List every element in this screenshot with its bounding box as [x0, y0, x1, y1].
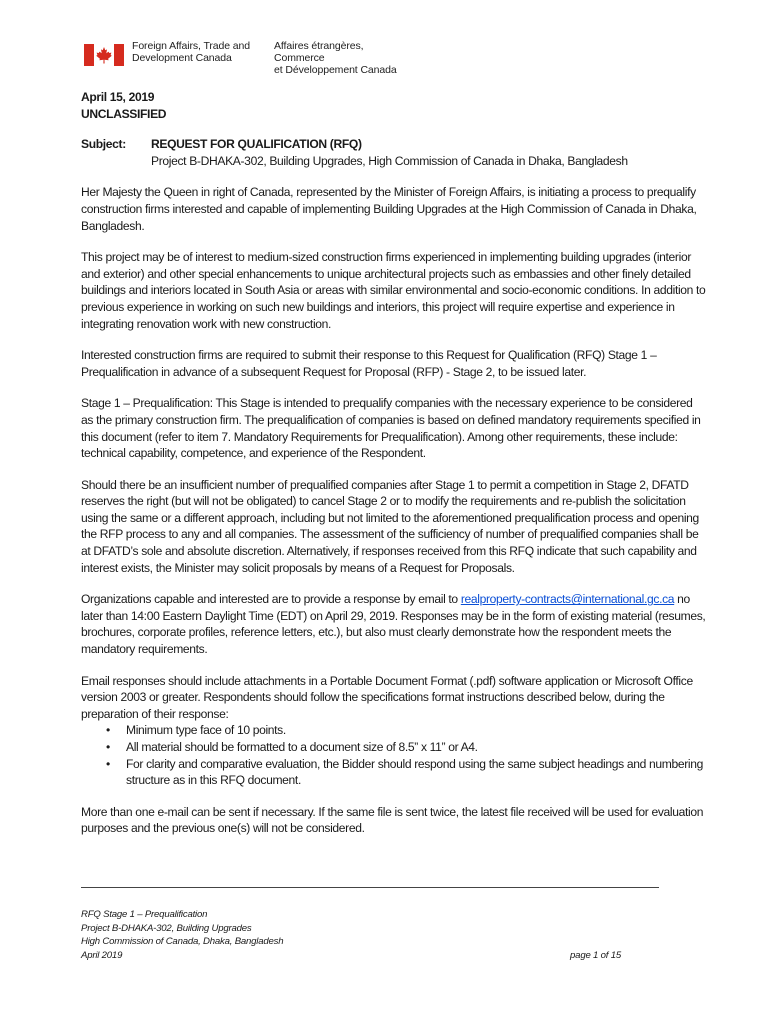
list-item	[81, 722, 706, 739]
format-requirements-list	[81, 722, 706, 788]
bullet-icon: •	[106, 740, 110, 754]
dept-fr-line2: et Développement Canada	[274, 64, 397, 76]
subject-project: Project B-DHAKA-302, Building Upgrades, High Commission of Canada in Dhaka, Bangladesh	[151, 153, 628, 168]
classification-label: UNCLASSIFIED	[81, 106, 167, 121]
list-item-text: All material should be formatted to a document size of 8.5” x 11” or A4.	[126, 740, 478, 754]
subject-title: REQUEST FOR QUALIFICATION (RFQ)	[151, 137, 362, 152]
page-number: page 1 of 15	[570, 949, 621, 961]
list-item	[81, 739, 706, 756]
bullet-icon: •	[106, 723, 110, 738]
footer-line-3: High Commission of Canada, Dhaka, Bangladesh	[81, 936, 284, 948]
subject-text	[151, 136, 706, 169]
submission-paragraph: Interested construction firms are required to submit their response to this Request for Qualification (RFQ) Stage 1 – Prequalification in advance of a subsequent Request for Proposal (RFP) - Stage 2, to be issued later.	[81, 348, 657, 379]
department-name-french	[274, 40, 414, 76]
letterhead	[84, 40, 414, 76]
contracts-email-link[interactable]: realproperty-contracts@international.gc.ca	[460, 592, 675, 607]
email-response-paragraph	[81, 591, 706, 657]
list-item	[81, 756, 706, 789]
email-para-after: no later than 14:00 Eastern Daylight Time (EDT) on April 29, 2019. Responses may be in the form of existing material (resumes, brochures, corporate profiles, reference letters, etc.), but also must clearly demonstrate how the respondent meets the mandatory requirements.	[81, 592, 706, 657]
letter-body	[81, 89, 706, 837]
footer-line-2: Project B-DHAKA-302, Building Upgrades	[81, 922, 252, 934]
department-name-english	[132, 40, 262, 64]
bullet-icon: •	[106, 756, 110, 771]
insufficient-firms-paragraph: Should there be an insufficient number of prequalified companies after Stage 1 to permit a competition in Stage 2, DFATD reserves the right (but will not be obligated) to cancel Stage 2 or to modify the requirements and re-publish the solicitation using the same or a different approach, including but not limited to the aforementioned prequalification process and opening the RFP process to any and all companies. The assessment of the sufficiency of number of prequalified companies shall be at DFATD’s sole and absolute discretion. Alternatively, if responses received from this RFQ indicate that such capability and interest exists, the Minister may solicit proposals by means of a Request for Proposals.	[81, 477, 699, 575]
footer-line-4: April 2019	[81, 949, 123, 961]
intro-paragraph: Her Majesty the Queen in right of Canada, represented by the Minister of Foreign Affairs, is initiating a process to prequalify construction firms interested and capable of implementing Building Upgrades at the High Commission of Canada in Dhaka, Bangladesh.	[81, 185, 697, 233]
stage1-paragraph: Stage 1 – Prequalification: This Stage is intended to prequalify companies with the necessary experience to be considered as the primary construction firm. The prequalification of companies is based on defined mandatory requirements specified in this document (refer to item 7. Mandatory Requirements for Prequalification). Among other requirements, these include: technical capability, competence, and experience of the Respondent.	[81, 396, 701, 461]
dept-en-line1: Foreign Affairs, Trade and	[132, 40, 251, 52]
letter-date: April 15, 2019	[81, 90, 155, 104]
email-para-before: Organizations capable and interested are to provide a response by email to	[81, 592, 461, 607]
subject-block	[81, 136, 706, 169]
list-item-text: For clarity and comparative evaluation, the Bidder should respond using the same subject headings and numbering structure as in this RFQ document.	[126, 756, 703, 788]
canada-flag-icon	[84, 44, 124, 66]
footer-line-1: RFQ Stage 1 – Prequalification	[81, 909, 208, 920]
list-item-text: Minimum type face of 10 points.	[126, 723, 286, 738]
page-footer	[81, 908, 621, 962]
subject-label: Subject:	[81, 137, 126, 152]
closing-paragraph: More than one e-mail can be sent if necessary. If the same file is sent twice, the latest file received will be used for evaluation purposes and the previous one(s) will not be considered.	[81, 804, 704, 836]
project-interest-paragraph: This project may be of interest to medium-sized construction firms experienced in implementing building upgrades (interior and exterior) and other special enhancements to unique architectural projects such as embassies and other finely detailed buildings and interiors located in South Asia or areas with similar environmental and socio-economic conditions. In addition to previous experience in working on such new buildings and interiors, this project will require expertise and experience in integrating renovation work with new construction.	[81, 250, 706, 331]
footer-divider	[81, 887, 659, 888]
attachments-paragraph: Email responses should include attachments in a Portable Document Format (.pdf) software application or Microsoft Office version 2003 or greater. Respondents should follow the specifications format instructions described below, during the preparation of their response:	[81, 673, 693, 721]
dept-fr-line1: Affaires étrangères, Commerce	[274, 40, 364, 64]
dept-en-line2: Development Canada	[132, 52, 232, 64]
